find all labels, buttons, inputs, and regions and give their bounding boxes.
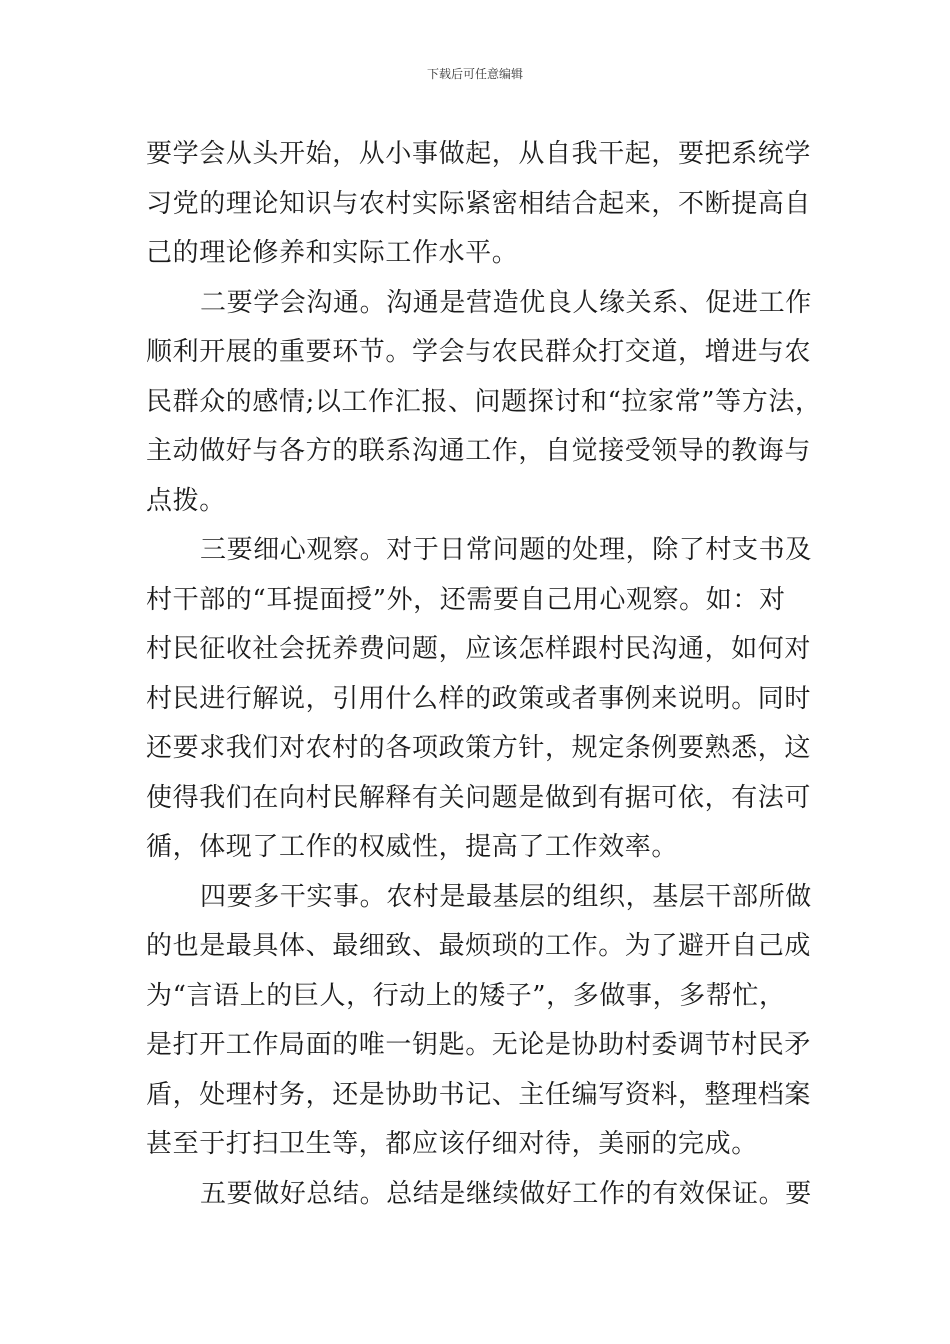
body-line: 点拨。	[146, 485, 226, 516]
body-line: 盾，处理村务，还是协助书记、主任编写资料，整理档案	[146, 1079, 812, 1110]
paragraph-start-line: 五要做好总结。总结是继续做好工作的有效保证。要	[200, 1178, 812, 1209]
body-line: 习党的理论知识与农村实际紧密相结合起来，不断提高自	[146, 188, 812, 219]
body-line: 村干部的“耳提面授”外，还需要自己用心观察。如：对	[146, 584, 786, 615]
body-line: 己的理论修养和实际工作水平。	[146, 238, 519, 268]
body-line: 顺利开展的重要环节。学会与农民群众打交道，增进与农	[146, 337, 812, 367]
body-line: 使得我们在向村民解释有关问题是做到有据可依，有法可	[146, 782, 812, 813]
body-line: 为“言语上的巨人，行动上的矮子”，多做事，多帮忙，	[146, 980, 786, 1011]
body-line: 的也是最具体、最细致、最烦琐的工作。为了避开自己成	[146, 931, 812, 961]
paragraph-start-line: 四要多干实事。农村是最基层的组织，基层干部所做	[200, 881, 812, 912]
paragraph-start-line: 三要细心观察。对于日常问题的处理，除了村支书及	[200, 535, 812, 565]
body-line: 是打开工作局面的唯一钥匙。无论是协助村委调节村民矛	[146, 1030, 812, 1060]
body-line: 主动做好与各方的联系沟通工作，自觉接受领导的教诲与	[146, 436, 812, 466]
body-line: 村民征收社会抚养费问题，应该怎样跟村民沟通，如何对	[146, 634, 812, 664]
body-line: 民群众的感情;以工作汇报、问题探讨和“拉家常”等方法，	[146, 386, 822, 417]
body-line: 还要求我们对农村的各项政策方针，规定条例要熟悉，这	[146, 733, 812, 763]
page-header: 下载后可任意编辑	[426, 67, 523, 81]
document-body	[146, 130, 822, 1219]
paragraph-start-line: 二要学会沟通。沟通是营造优良人缘关系、促进工作	[200, 287, 812, 318]
body-line: 甚至于打扫卫生等，都应该仔细对待，美丽的完成。	[146, 1129, 758, 1159]
body-line: 要学会从头开始，从小事做起，从自我干起，要把系统学	[146, 139, 812, 169]
body-line: 村民进行解说，引用什么样的政策或者事例来说明。同时	[146, 683, 812, 714]
body-line: 循，体现了工作的权威性，提高了工作效率。	[146, 832, 679, 862]
